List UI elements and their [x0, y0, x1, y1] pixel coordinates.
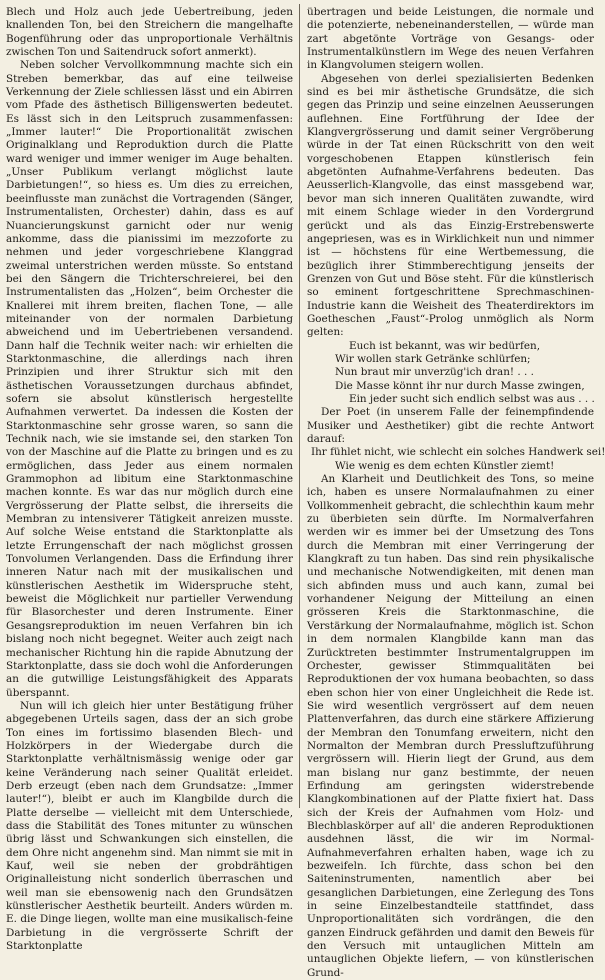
- verse-line: Ein jeder sucht sich endlich selbst was aus . . .: [349, 392, 595, 405]
- paragraph-normal-recordings: An Klarheit und Deutlichkeit des Tons, so meine ich, haben es unsere Normalaufnahmen zu einer Vollkommenheit gebracht, die schlechthin kaum mehr zu überbieten sein dürfte. Im Normalverfahren werden wir es immer bei der Umsetzung des Tons durch die Membran mit einer Verringerung der Klangkraft zu tun haben. Das sind rein physikalische und mechanische Notwendigkeiten, mit denen man sich abfinden muss und auch kann, zumal bei vorhandener Neigung der Mitteilung an einen grösseren Kreis die Starktonmaschine, die Verstärkung der Normalaufnahme, möglich ist. Schon in dem normalen Klangbilde kann man das Zurücktreten bestimmter Instrumentalgruppen im Orchester, gewisser Stimmqualitäten bei Reproduktionen der vox humana beobachten, so dass eben schon hier von einer Ungleichheit die Rede ist. Sie wird wesentlich vergrössert auf dem neuen Plattenverfahren, das durch eine stärkere Affizierung der Membran den Tonumfang erweitern, nicht den Normalton der Membran durch Pressluftzuführung vergrössern will. Hierin liegt der Grund, aus dem man bislang nur ganz bestimmte, der neuen Erfindung am geringsten widerstrebende Klangkombinationen auf der Platte fixiert hat. Dass sich der Kreis der Aufnahmen vom Holz- und Blechblaskörper auf all' die anderen Reproduktionen ausdehnen lässt, die wir im Normal-Aufnahmeverfahren erhalten haben, wage ich zu bezweifeln. Ich fürchte, dass schon bei den Saiteninstrumenten, namentlich aber bei gesanglichen Darbietungen, eine Zerlegung des Tons in seine Einzelbestandteile stattfindet, dass Unproportionalitäten sich vordrängen, die den ganzen Eindruck gefährden und damit den Beweis für den Versuch mit untauglichen Mitteln am untauglichen Objekte liefern, — von künstlerischen Grund-: [307, 473, 594, 979]
- verse-line: Euch ist bekannt, was wir bedürfen,: [349, 339, 540, 352]
- paragraph-immer-lauter: Neben solcher Vervollkommnung machte sich ein Streben bemerkbar, das auf eine teilweise Verkennung der Ziele schliessen lässt und ein Abirren vom Pfade des ästhetisch Billigenswerten bedeutet. Es lässt sich in den Leitspruch zusammenfassen: „Immer lauter!“ Die Proportionalität zwischen Originalklang und Reproduktion durch die Platte ward weniger und immer weniger im Auge behalten. „Unser Publikum verlangt möglichst laute Darbietungen!“, so hiess es. Um dies zu erreichen, beeinflusste man zunächst die Vortragenden (Sänger, Instrumentalisten, Orchester) dahin, dass es auf Nuancierungskunst garnicht oder nur wenig ankomme, dass die pianissimi im mezzoforte zu nehmen und jeder vorgeschriebene Klanggrad zweimal unterstrichen werden müsste. So entstand bei den Sängern die Trichterschreierei, bei den Instrumentalisten das „Holzen“, beim Orchester die Knallerei mit ihrem breiten, flachen Tone, — alle miteinander von der normalen Darbietung abweichend und im Uebertriebenen versandend. Dann half die Technik weiter nach: wir erhielten die Starktonmaschine, die allerdings nach ihren Prinzipien und ihrer Struktur sich mit den ästhetischen Voraussetzungen durchaus abfindet, sofern sie absolut künstlerisch hergestellte Aufnahmen verwertet. Da indessen die Kosten der Starktonmaschine sehr grosse waren, so sann die Technik nach, wie sie imstande sei, den starken Ton von der Maschine auf die Platte zu bringen und es zu ermöglichen, dass Jeder aus einem normalen Grammophon ad libitum eine Starktonmaschine machen konnte. Es war das nur möglich durch eine Vergrösserung der Platte selbst, die ihrerseits die Membran zu intensiverer Tätigkeit anreizen musste. Auf solche Weise entstand die Starktonplatte als letzte Errungenschaft der nach möglichst grossen Tonvolumen Verlangenden. Dass die Erfindung ihrer inneren Natur nach mit der musikalischen und künstlerischen Aesthetik im Widerspruche steht, beweist die Möglichkeit nur partieller Verwendung für Blasorchester und deren Instrumente. Einer Gesangsreproduktion im neuen Verfahren bin ich bislang noch nicht begegnet. Weiter auch zeigt nach mechanischer Richtung hin die rapide Abnutzung der Starktonplatte, dass sie doch wohl die Anforderungen an die gutwillige Leistungsfähigkeit des Apparats überspannt.: [6, 59, 293, 699]
- column-divider: [299, 4, 300, 808]
- left-column: [6, 6, 293, 953]
- verse-line: Nun braut mir unverzüg'ich dran! . . .: [335, 366, 534, 379]
- faust-quote-director: [335, 340, 594, 407]
- verse-line: Wie wenig es dem echten Künstler ziemt!: [335, 459, 555, 472]
- verse-line: Wir wollen stark Getränke schlürfen;: [335, 352, 531, 365]
- paragraph-poet-answer: Der Poet (in unserem Falle der feinempfindende Musiker und Aesthetiker) gibt die rechte Antwort darauf:: [307, 406, 594, 445]
- verse-line: Die Masse könnt ihr nur durch Masse zwingen,: [335, 379, 585, 392]
- paragraph-continuation: Blech und Holz auch jede Uebertreibung, jeden knallenden Ton, bei den Streichern die mangelhafte Bogenführung oder das unproportionale Verhältnis zwischen Ton und Saitendruck sofort anmerkt).: [6, 6, 293, 59]
- paragraph-continuation: übertragen und beide Leistungen, die normale und die potenzierte, nebeneinanderstellen, — würde man zart abgetönte Vorträge von Gesangs- oder Instrumentalkünstlern im Wege des neuen Verfahren in Klangvolumen steigern wollen.: [307, 6, 594, 72]
- faust-quote-poet: [311, 446, 605, 473]
- verse-line: Ihr fühlet nicht, wie schlecht ein solches Handwerk sei!: [311, 446, 605, 459]
- paragraph-aesthetic-principles: Abgesehen von derlei spezialisierten Bedenken sind es bei mir ästhetische Grundsätze, die sich gegen das Prinzip und seine einzelnen Aeusserungen auflehnen. Eine Fortführung der Idee der Klangvergrösserung und damit seiner Vergröberung würde in der Tat einen Rückschritt von den weit vorgeschobenen Etappen künstlerisch fein abgetönten Aufnahme-Verfahrens bedeuten. Das Aeusserlich-Klangvolle, das einst massgebend war, bevor man sich inneren Qualitäten zuwandte, wird mit einem Schlage wieder in den Vordergrund gerückt und als das Einzig-Erstrebenswerte angepriesen, was es in Wirklichkeit nun und nimmer ist — höchstens für eine Wertbemessung, die bezüglich ihrer Stimmberechtigung jenseits der Grenzen von Gut und Böse steht. Für die künstlerisch so eminent fortgeschrittene Sprechmaschinen-Industrie kann die Weisheit des Theaterdirektors im Goetheschen „Faust“-Prolog unmöglich als Norm gelten:: [307, 72, 594, 339]
- paragraph-starktonplatte: Nun will ich gleich hier unter Bestätigung früher abgegebenen Urteils sagen, dass der an sich grobe Ton eines im fortissimo blasenden Blech- und Holzkörpers in der Wiedergabe durch die Starktonplatte verhältnismässig wenige oder gar keine Veränderung nach seiner Qualität erleidet. Derb erzeugt (eben nach dem Grundsatze: „Immer lauter!“), bleibt er auch im Klangbilde durch die Platte derselbe — vielleicht mit dem Unterschiede, dass die Stabilität des Tones mitunter zu wünschen übrig lässt und Schwankungen sich einstellen, die dem Ohre nicht angenehm sind. Man nimmt sie mit in Kauf, weil sie neben der grobdrähtigen Originalleistung nicht sonderlich überraschen und weil man sie ebensowenig nach den Grundsätzen künstlerischer Aesthetik beurteilt. Anders würden m. E. die Dinge liegen, wollte man eine musikalisch-feine Darbietung in die vergrösserte Schrift der Starktonplatte: [6, 699, 293, 953]
- two-column-layout: [6, 6, 605, 979]
- right-column: [307, 6, 605, 979]
